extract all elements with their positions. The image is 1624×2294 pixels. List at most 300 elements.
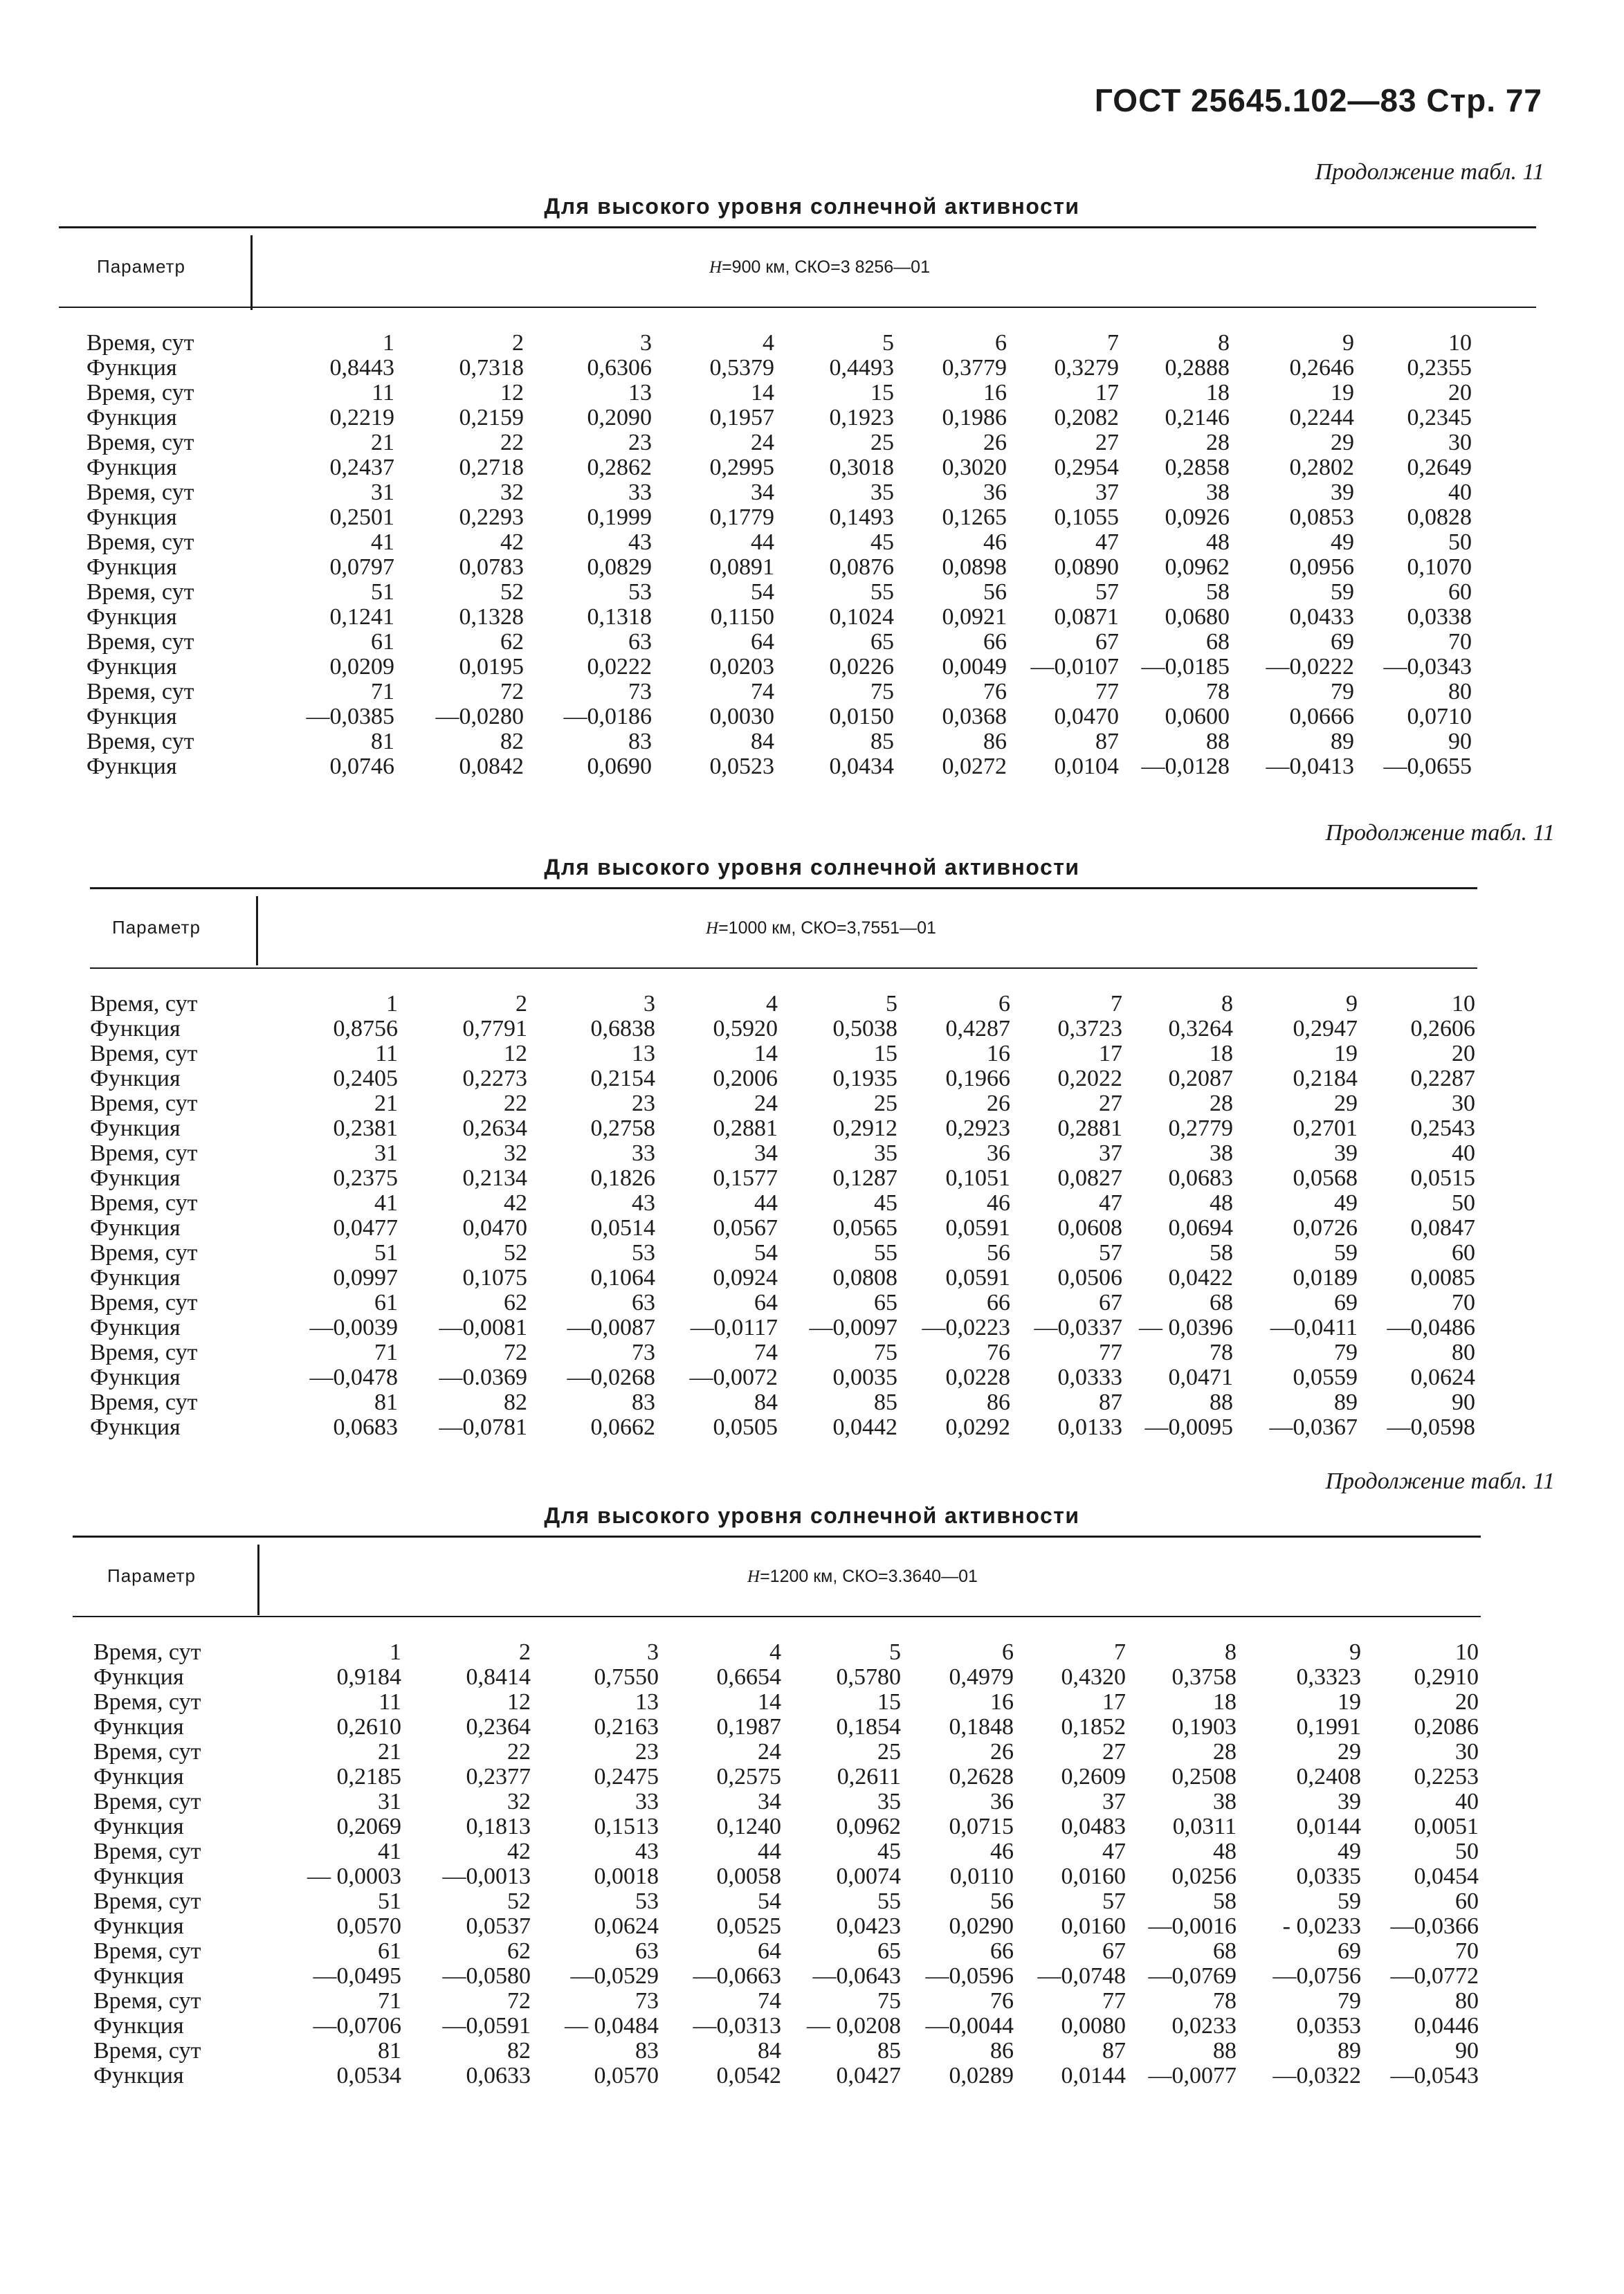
time-label: Время, сут [90, 992, 198, 1017]
function-cell: 0,0926 [1165, 505, 1230, 530]
time-cell: 74 [758, 1989, 781, 2014]
function-cell: 0,5379 [709, 356, 774, 381]
function-cell: 0,0783 [459, 555, 524, 580]
function-cell: 0,5920 [713, 1017, 778, 1041]
header-divider [257, 1545, 259, 1615]
function-cell: 0,2649 [1407, 455, 1472, 480]
time-cell: 40 [1455, 1790, 1479, 1814]
time-cell: 13 [628, 381, 652, 406]
function-cell: 0,2154 [590, 1066, 655, 1091]
time-cell: 8 [1225, 1640, 1237, 1665]
time-cell: 39 [1338, 1790, 1361, 1814]
time-cell: 27 [1102, 1740, 1126, 1765]
time-cell: 25 [877, 1740, 901, 1765]
function-cell: 0,2858 [1165, 455, 1230, 480]
time-cell: 85 [877, 2039, 901, 2064]
function-cell: 0,0058 [716, 1864, 781, 1889]
time-row [90, 1041, 1475, 1066]
time-label: Время, сут [93, 1939, 201, 1964]
function-row [90, 1017, 1475, 1041]
time-row [86, 331, 1472, 356]
time-cell: 5 [882, 331, 894, 356]
function-row [93, 2014, 1479, 2039]
time-row [90, 1191, 1475, 1216]
function-cell: 0,3264 [1168, 1017, 1233, 1041]
function-cell: —0,0039 [309, 1316, 398, 1340]
time-cell: 57 [1102, 1889, 1126, 1914]
function-cell: —0,0097 [809, 1316, 897, 1340]
function-cell: —0,0044 [925, 2014, 1014, 2039]
time-cell: 42 [500, 530, 524, 555]
function-cell: 0,1328 [459, 605, 524, 630]
function-label: Функция [90, 1365, 181, 1390]
function-cell: 0,2253 [1414, 1765, 1479, 1790]
time-cell: 31 [378, 1790, 401, 1814]
time-cell: 66 [987, 1291, 1010, 1316]
time-cell: 59 [1331, 580, 1354, 605]
function-cell: —0,0077 [1148, 2064, 1237, 2088]
function-cell: 0,2475 [594, 1765, 659, 1790]
time-cell: 16 [983, 381, 1007, 406]
function-cell: 0,0030 [709, 704, 774, 729]
function-cell: 0,2082 [1054, 406, 1119, 430]
function-cell: 0,1903 [1171, 1715, 1237, 1740]
function-row [86, 605, 1472, 630]
time-row [86, 680, 1472, 704]
function-cell: 0,8756 [333, 1017, 398, 1041]
time-cell: 32 [504, 1141, 527, 1166]
function-cell: 0,2888 [1165, 356, 1230, 381]
function-row [90, 1166, 1475, 1191]
function-cell: 0,3323 [1296, 1665, 1361, 1690]
function-cell: 0,0690 [587, 754, 652, 779]
time-cell: 11 [372, 381, 394, 406]
time-row [90, 1291, 1475, 1316]
function-cell: —0,0543 [1390, 2064, 1479, 2088]
function-cell: 0,2606 [1410, 1017, 1475, 1041]
time-cell: 52 [500, 580, 524, 605]
time-cell: 43 [628, 530, 652, 555]
time-cell: 4 [763, 331, 774, 356]
time-cell: 7 [1107, 331, 1119, 356]
time-cell: 39 [1331, 480, 1354, 505]
time-label: Время, сут [86, 381, 194, 406]
time-cell: 11 [375, 1041, 398, 1066]
time-cell: 65 [874, 1291, 897, 1316]
function-cell: —0,0223 [922, 1316, 1010, 1340]
time-cell: 84 [751, 729, 774, 754]
time-cell: 46 [987, 1191, 1010, 1216]
function-cell: 0,0962 [836, 1814, 901, 1839]
function-cell: 0,1848 [949, 1715, 1014, 1740]
function-cell: —0.0369 [439, 1365, 527, 1390]
time-cell: 79 [1334, 1340, 1358, 1365]
header-divider [250, 235, 253, 310]
time-cell: 19 [1334, 1041, 1358, 1066]
function-cell: —0,0095 [1144, 1415, 1233, 1440]
function-cell: 0,0256 [1171, 1864, 1237, 1889]
function-cell: 0,0534 [336, 2064, 401, 2088]
time-row [86, 430, 1472, 455]
function-label: Функция [93, 1765, 184, 1790]
time-cell: 44 [754, 1191, 778, 1216]
time-cell: 53 [635, 1889, 659, 1914]
function-row [93, 2064, 1479, 2088]
time-cell: 26 [990, 1740, 1014, 1765]
function-cell: 0,0353 [1296, 2014, 1361, 2039]
time-cell: 18 [1206, 381, 1230, 406]
function-cell: —0,0769 [1148, 1964, 1237, 1989]
time-cell: 16 [987, 1041, 1010, 1066]
time-cell: 82 [507, 2039, 531, 2064]
function-cell: 0,2273 [462, 1066, 527, 1091]
time-row [90, 1340, 1475, 1365]
function-cell: 0,2184 [1293, 1066, 1358, 1091]
time-cell: 3 [644, 992, 655, 1017]
time-cell: 87 [1102, 2039, 1126, 2064]
time-cell: 75 [877, 1989, 901, 2014]
altitude-text: =900 км, СКО=3 8256—01 [722, 257, 930, 277]
time-cell: 43 [635, 1839, 659, 1864]
function-row [90, 1365, 1475, 1390]
time-cell: 50 [1455, 1839, 1479, 1864]
function-cell: 0,0565 [832, 1216, 897, 1241]
continuation-label: Продолжение табл. 11 [1325, 1468, 1555, 1494]
time-cell: 82 [504, 1390, 527, 1415]
function-cell: —0,0087 [567, 1316, 655, 1340]
function-cell: 0,0144 [1061, 2064, 1126, 2088]
function-cell: 0,3018 [829, 455, 894, 480]
function-cell: 0,7791 [462, 1017, 527, 1041]
function-cell: 0,2287 [1410, 1066, 1475, 1091]
time-cell: 57 [1099, 1241, 1122, 1266]
function-cell: 0,0272 [942, 754, 1007, 779]
function-label: Функция [90, 1316, 181, 1340]
time-row [93, 1740, 1479, 1765]
function-row [86, 356, 1472, 381]
time-cell: 64 [754, 1291, 778, 1316]
function-row [90, 1316, 1475, 1340]
time-cell: 77 [1099, 1340, 1122, 1365]
function-cell: 0,0997 [333, 1266, 398, 1291]
time-cell: 38 [1206, 480, 1230, 505]
function-cell: 0,0853 [1289, 505, 1354, 530]
time-label: Время, сут [86, 729, 194, 754]
time-cell: 72 [507, 1989, 531, 2014]
function-cell: 0,0195 [459, 655, 524, 680]
time-cell: 60 [1448, 580, 1472, 605]
time-cell: 44 [751, 530, 774, 555]
time-cell: 74 [751, 680, 774, 704]
function-label: Функция [93, 1864, 184, 1889]
function-cell: 0,2912 [832, 1116, 897, 1141]
time-row [86, 381, 1472, 406]
time-cell: 80 [1455, 1989, 1479, 2014]
time-cell: 32 [500, 480, 524, 505]
function-cell: 0,0842 [459, 754, 524, 779]
function-cell: 0,2910 [1414, 1665, 1479, 1690]
time-cell: 88 [1210, 1390, 1233, 1415]
function-cell: 0,0921 [942, 605, 1007, 630]
time-row [86, 530, 1472, 555]
function-cell: —0,0222 [1266, 655, 1354, 680]
time-cell: 3 [647, 1640, 659, 1665]
function-cell: 0,5038 [832, 1017, 897, 1041]
time-cell: 79 [1338, 1989, 1361, 2014]
time-cell: 28 [1213, 1740, 1237, 1765]
time-cell: 5 [889, 1640, 901, 1665]
function-cell: —0,0016 [1148, 1914, 1237, 1939]
time-cell: 70 [1455, 1939, 1479, 1964]
time-cell: 68 [1213, 1939, 1237, 1964]
table-top-rule [59, 226, 1536, 228]
time-cell: 73 [635, 1989, 659, 2014]
function-label: Функция [86, 505, 177, 530]
time-cell: 90 [1448, 729, 1472, 754]
function-cell: 0,0924 [713, 1266, 778, 1291]
function-cell: 0,0133 [1057, 1415, 1122, 1440]
function-cell: 0,0559 [1293, 1365, 1358, 1390]
function-label: Функция [90, 1266, 181, 1291]
time-label: Время, сут [86, 430, 194, 455]
function-label: Функция [86, 655, 177, 680]
data-table [90, 992, 1475, 1440]
time-cell: 42 [507, 1839, 531, 1864]
function-cell: 0,1064 [590, 1266, 655, 1291]
function-cell: 0,2219 [329, 406, 394, 430]
function-cell: 0,2995 [709, 455, 774, 480]
function-cell: 0,0828 [1407, 505, 1472, 530]
function-cell: 0,1287 [832, 1166, 897, 1191]
time-cell: 53 [628, 580, 652, 605]
function-row [90, 1415, 1475, 1440]
function-cell: 0,0423 [836, 1914, 901, 1939]
function-cell: 0,0715 [949, 1814, 1014, 1839]
function-cell: — 0,0484 [565, 2014, 659, 2039]
time-cell: 55 [874, 1241, 897, 1266]
time-cell: 69 [1338, 1939, 1361, 1964]
function-cell: 0,8443 [329, 356, 394, 381]
function-cell: 0,1779 [709, 505, 774, 530]
function-cell: 0,0333 [1057, 1365, 1122, 1390]
time-cell: 83 [628, 729, 652, 754]
param-header: Параметр [107, 1565, 196, 1586]
time-cell: 30 [1452, 1091, 1475, 1116]
table-title: Для высокого уровня солнечной активности [544, 194, 1080, 219]
function-cell: 0,0470 [462, 1216, 527, 1241]
function-cell: 0,0189 [1293, 1266, 1358, 1291]
time-cell: 33 [635, 1790, 659, 1814]
time-cell: 77 [1102, 1989, 1126, 2014]
page-header: ГОСТ 25645.102—83 Стр. 77 [1094, 82, 1542, 118]
time-cell: 61 [374, 1291, 398, 1316]
time-cell: 34 [754, 1141, 778, 1166]
time-cell: 33 [628, 480, 652, 505]
function-cell: 0,1055 [1054, 505, 1119, 530]
function-cell: 0,2086 [1414, 1715, 1479, 1740]
time-cell: 54 [751, 580, 774, 605]
function-cell: —0,0580 [442, 1964, 531, 1989]
time-cell: 1 [390, 1640, 401, 1665]
time-cell: 74 [754, 1340, 778, 1365]
function-label: Функция [86, 605, 177, 630]
function-row [93, 1715, 1479, 1740]
function-cell: 0,0898 [942, 555, 1007, 580]
function-cell: 0,0080 [1061, 2014, 1126, 2039]
function-row [93, 1914, 1479, 1939]
function-cell: —0,0596 [925, 1964, 1014, 1989]
function-cell: 0,0442 [832, 1415, 897, 1440]
function-cell: 0,0568 [1293, 1166, 1358, 1191]
time-cell: 54 [754, 1241, 778, 1266]
function-cell: —0,0411 [1270, 1316, 1358, 1340]
time-cell: 76 [983, 680, 1007, 704]
function-cell: 0,2779 [1168, 1116, 1233, 1141]
time-cell: 3 [640, 331, 652, 356]
time-cell: 48 [1213, 1839, 1237, 1864]
time-cell: 72 [500, 680, 524, 704]
function-cell: 0,0506 [1057, 1266, 1122, 1291]
time-row [86, 729, 1472, 754]
time-cell: 1 [386, 992, 398, 1017]
time-cell: 6 [1002, 1640, 1014, 1665]
time-cell: 2 [512, 331, 524, 356]
time-cell: 69 [1334, 1291, 1358, 1316]
time-cell: 22 [507, 1740, 531, 1765]
function-row [90, 1266, 1475, 1291]
function-cell: —0,0013 [442, 1864, 531, 1889]
function-cell: 0,0514 [590, 1216, 655, 1241]
function-cell: 0,1241 [329, 605, 394, 630]
time-cell: 46 [990, 1839, 1014, 1864]
function-cell: 0,0085 [1410, 1266, 1475, 1291]
time-cell: 78 [1206, 680, 1230, 704]
function-cell: 0,0624 [594, 1914, 659, 1939]
time-cell: 49 [1331, 530, 1354, 555]
time-cell: 54 [758, 1889, 781, 1914]
time-cell: 12 [507, 1690, 531, 1715]
time-cell: 19 [1331, 381, 1354, 406]
time-label: Время, сут [86, 530, 194, 555]
function-cell: 0,1987 [716, 1715, 781, 1740]
function-cell: 0,8414 [466, 1665, 531, 1690]
time-cell: 83 [635, 2039, 659, 2064]
function-cell: —0,0268 [567, 1365, 655, 1390]
function-cell: 0,0434 [829, 754, 894, 779]
function-cell: 0,2646 [1289, 356, 1354, 381]
function-cell: —0,0706 [313, 2014, 401, 2039]
function-cell: 0,2185 [336, 1765, 401, 1790]
time-cell: 35 [874, 1141, 897, 1166]
function-cell: 0,0680 [1165, 605, 1230, 630]
function-row [86, 406, 1472, 430]
time-cell: 56 [983, 580, 1007, 605]
time-cell: 64 [751, 630, 774, 655]
function-cell: —0,0756 [1272, 1964, 1361, 1989]
time-cell: 63 [632, 1291, 655, 1316]
time-cell: 6 [995, 331, 1007, 356]
time-cell: 48 [1210, 1191, 1233, 1216]
param-header: Параметр [112, 917, 201, 938]
function-cell: 0,2345 [1407, 406, 1472, 430]
function-cell: 0,0537 [466, 1914, 531, 1939]
time-row [93, 1889, 1479, 1914]
time-label: Время, сут [90, 1340, 198, 1365]
header-divider [256, 896, 258, 965]
function-cell: 0,0470 [1054, 704, 1119, 729]
time-cell: 4 [769, 1640, 781, 1665]
param-header: Параметр [97, 256, 185, 277]
function-cell: —0,0781 [439, 1415, 527, 1440]
time-cell: 37 [1102, 1790, 1126, 1814]
function-cell: —0,0591 [442, 2014, 531, 2039]
function-cell: 0,2923 [945, 1116, 1010, 1141]
function-cell: 0,7550 [594, 1665, 659, 1690]
function-cell: 0,2006 [713, 1066, 778, 1091]
function-cell: —0,0529 [570, 1964, 659, 1989]
time-cell: 56 [990, 1889, 1014, 1914]
time-cell: 68 [1206, 630, 1230, 655]
function-cell: 0,2947 [1293, 1017, 1358, 1041]
time-label: Время, сут [90, 1390, 198, 1415]
function-cell: 0,1999 [587, 505, 652, 530]
time-cell: 81 [371, 729, 394, 754]
time-cell: 34 [751, 480, 774, 505]
function-cell: 0,6654 [716, 1665, 781, 1690]
table-title: Для высокого уровня солнечной активности [544, 855, 1080, 880]
time-cell: 67 [1095, 630, 1119, 655]
time-cell: 30 [1448, 430, 1472, 455]
function-cell: 0,0829 [587, 555, 652, 580]
function-cell: 0,0523 [709, 754, 774, 779]
function-cell: 0,0608 [1057, 1216, 1122, 1241]
time-cell: 84 [754, 1390, 778, 1415]
time-cell: 29 [1331, 430, 1354, 455]
function-cell: 0,1493 [829, 505, 894, 530]
function-cell: 0,2134 [462, 1166, 527, 1191]
function-cell: —0,0313 [693, 2014, 781, 2039]
table-top-rule [73, 1536, 1481, 1538]
function-cell: 0,6306 [587, 356, 652, 381]
function-cell: 0,2881 [713, 1116, 778, 1141]
time-cell: 34 [758, 1790, 781, 1814]
function-cell: —0,0598 [1387, 1415, 1475, 1440]
function-cell: 0,0035 [832, 1365, 897, 1390]
time-row [90, 1390, 1475, 1415]
function-label: Функция [93, 2014, 184, 2039]
time-cell: 45 [870, 530, 894, 555]
function-cell: 0,0477 [333, 1216, 398, 1241]
time-cell: 55 [870, 580, 894, 605]
function-cell: 0,0890 [1054, 555, 1119, 580]
time-cell: 47 [1102, 1839, 1126, 1864]
time-row [93, 1790, 1479, 1814]
time-cell: 18 [1210, 1041, 1233, 1066]
time-label: Время, сут [93, 2039, 201, 2064]
time-cell: 50 [1452, 1191, 1475, 1216]
time-cell: 39 [1334, 1141, 1358, 1166]
function-cell: —0,0478 [309, 1365, 398, 1390]
function-cell: 0,2146 [1165, 406, 1230, 430]
function-cell: 0,1150 [710, 605, 774, 630]
time-cell: 56 [987, 1241, 1010, 1266]
function-cell: — 0,0208 [807, 2014, 901, 2039]
function-cell: 0,0624 [1410, 1365, 1475, 1390]
function-label: Функция [93, 2064, 184, 2088]
time-cell: 8 [1221, 992, 1233, 1017]
header-bottom-rule [59, 307, 1536, 308]
function-cell: 0,0104 [1054, 754, 1119, 779]
